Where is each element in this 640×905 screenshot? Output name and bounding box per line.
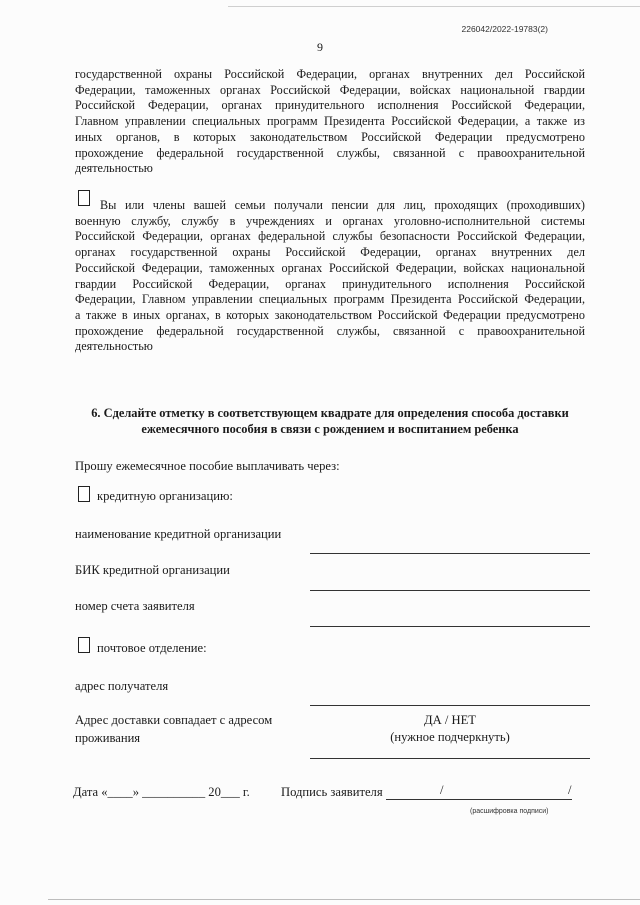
page-number: 9 [317,40,323,54]
account-label: номер счета заявителя [75,599,195,613]
post-option-checkbox[interactable] [78,637,90,653]
address-match-label-line-2: проживания [75,731,141,745]
paragraph-line: Российской Федерации, органах принудительного исполнения Российской Федерации, [75,98,585,113]
paragraph-line: Главном управлении специальных программ Президента Российской Федерации, а также из [75,114,585,129]
paragraph-continuation [75,67,585,177]
paragraph-line: органах государственной охраны Российской Федерации, органах внутренних дел [75,245,585,260]
recipient-address-label: адрес получателя [75,679,169,693]
yes-no-choice[interactable]: ДА / НЕТ [424,713,476,727]
paragraph-line: Федерации, таможенных органах Российской Федерации, войсках национальной гвардии [75,82,585,97]
underline-hint: (нужное подчеркнуть) [390,730,510,744]
signature-slash: / [568,783,572,797]
bank-option-checkbox[interactable] [78,486,90,502]
bottom-scan-line [48,899,640,900]
paragraph-line: гвардии Российской Федерации, органах принудительного исполнения Российской [75,276,585,291]
payment-request-text: Прошу ежемесячное пособие выплачивать через: [75,459,340,473]
bik-field[interactable] [310,590,590,591]
signature-slash: / [440,783,444,797]
paragraph-line: деятельностью [75,339,153,354]
address-match-label-line-1: Адрес доставки совпадает с адресом [75,713,273,727]
section-6-heading [60,405,600,437]
document-number: 226042/2022-19783(2) [461,24,548,34]
address-match-field[interactable] [310,758,590,759]
bank-name-label: наименование кредитной организации [75,527,282,541]
paragraph-line: прохождение федеральной государственной службы, связанной с правоохранительной [75,145,585,160]
paragraph-line: Российской Федерации, органах федеральной службы безопасности Российской Федерации, [75,229,585,244]
paragraph-line: Российской Федерации, таможенных органах Российской Федерации, войсках национальной [75,260,585,275]
paragraph-line: Федерации, Главном управлении специальных программ Президента Российской Федерации, [75,292,585,307]
paragraph-line: Вы или члены вашей семьи получали пенсии для лиц, проходящих (проходивших) [100,198,585,212]
pension-paragraph [75,198,585,355]
top-scan-line [228,6,640,7]
post-option-label: почтовое отделение: [97,641,207,655]
bank-option-label: кредитную организацию: [97,489,233,503]
paragraph-line: государственной охраны Российской Федерации, органах внутренних дел Российской [75,67,585,81]
signature-label: Подпись заявителя [281,785,383,799]
section-6-title-line-1: 6. Сделайте отметку в соответствующем квадрате для определения способа доставки [91,406,569,420]
decoding-hint: (расшифровка подписи) [470,808,549,815]
date-field[interactable]: Дата «____» __________ 20___ г. [73,785,250,799]
bank-name-field[interactable] [310,553,590,554]
paragraph-line: прохождение федеральной государственной службы, связанной с правоохранительной [75,323,585,338]
signature-field[interactable] [386,799,572,800]
paragraph-line: а также в иных органах, в которых законодательством Российской Федерации предусмотрено [75,307,585,322]
paragraph-line: деятельностью [75,161,153,176]
bik-label: БИК кредитной организации [75,563,230,577]
account-field[interactable] [310,626,590,627]
paragraph-line: иных органов, в которых законодательством Российской Федерации предусмотрено [75,129,585,144]
recipient-address-field[interactable] [310,705,590,706]
paragraph-line: военную службу, службу в учреждениях и органах уголовно-исполнительной системы [75,213,585,228]
section-6-title-line-2: ежемесячного пособия в связи с рождением и воспитанием ребенка [141,422,519,436]
